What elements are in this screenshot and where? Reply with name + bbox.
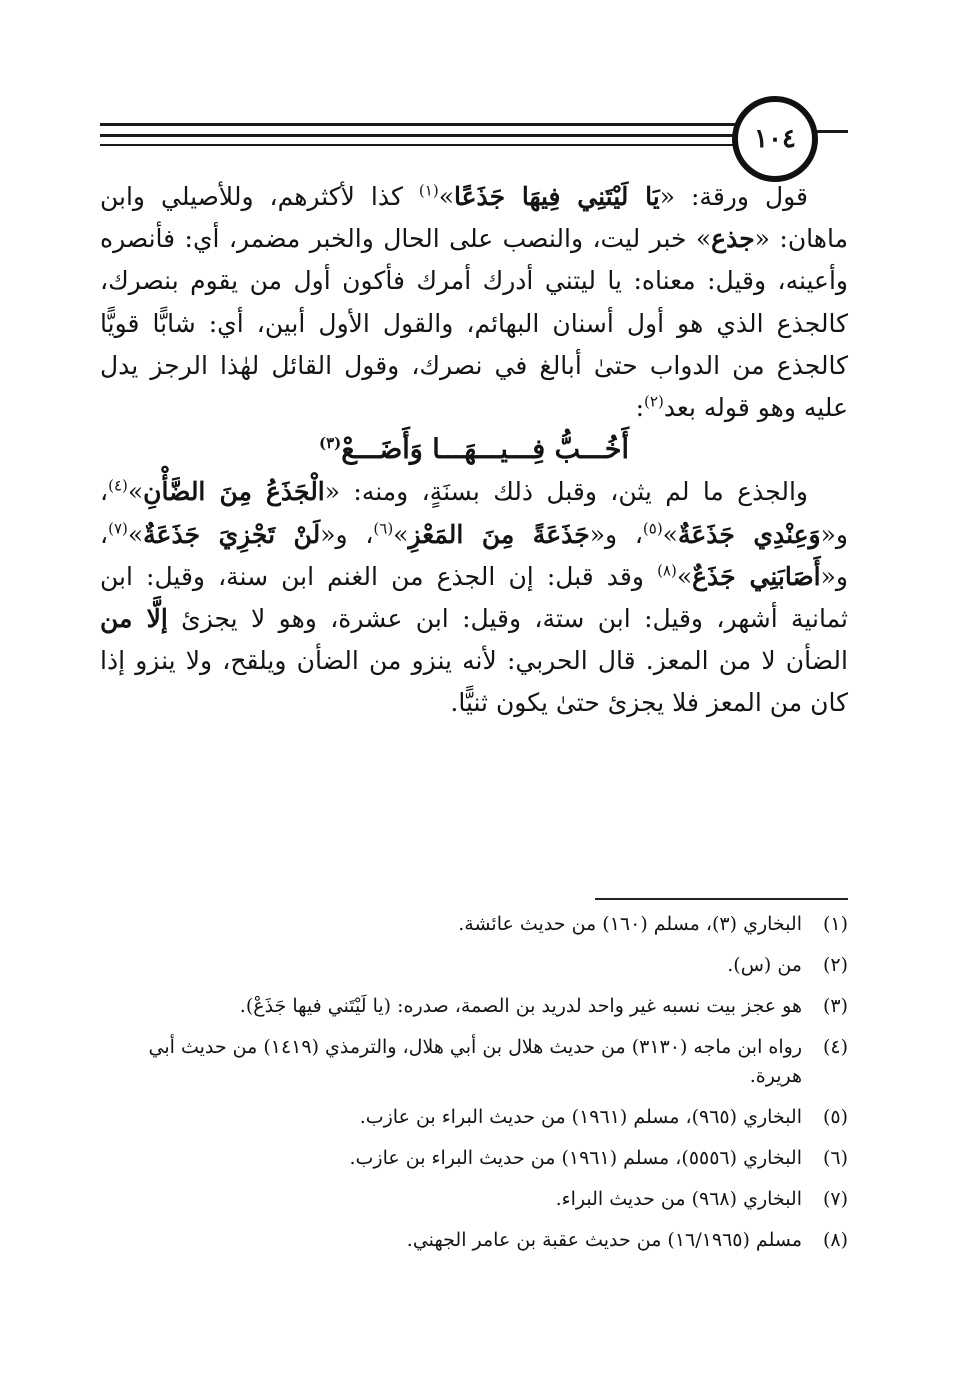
footnote-number: (٢): [822, 954, 848, 976]
footnote-ref: (٥): [642, 519, 663, 538]
text-run: »: [393, 519, 409, 549]
quoted-phrase: لَنْ تَجْزِيَ جَذَعَةٌ: [143, 519, 321, 549]
footnote-ref: (١): [418, 181, 439, 200]
verse-line: [100, 429, 848, 471]
footnote-item: [100, 1033, 848, 1091]
quoted-phrase: جَذَعَةً مِنَ المَعْزِ: [408, 519, 590, 549]
footnote-text: من (س).: [727, 954, 802, 976]
footnote-text: البخاري (٩٦٥)، مسلم (١٩٦١) من حديث البراء بن عازب.: [359, 1106, 802, 1128]
quoted-phrase: الْجَذَعُ مِنَ الضَّأْنِ: [143, 477, 325, 507]
text-run: ، و«: [589, 519, 643, 549]
footnote-number: (٤): [822, 1036, 848, 1058]
footnote-item: [100, 910, 848, 939]
text-run: »: [127, 519, 144, 549]
footnotes-list: [100, 910, 848, 1267]
footnote-text: البخاري (٥٥٥٦)، مسلم (١٩٦١) من حديث البراء بن عازب.: [349, 1147, 802, 1169]
text-run: »: [127, 477, 144, 507]
footnote-text: البخاري (٣)، مسلم (١٦٠) من حديث عائشة.: [458, 913, 802, 935]
footnote-item: [100, 1103, 848, 1132]
text-run: ، و«: [100, 477, 848, 549]
footnote-number: (٦): [822, 1147, 848, 1169]
quoted-phrase: جذع: [711, 224, 755, 254]
text-run: »: [676, 561, 693, 591]
page-number-badge: [732, 96, 818, 182]
footnote-ref: (٢): [644, 392, 664, 411]
footnote-item: [100, 951, 848, 980]
text-run: ، و«: [320, 519, 374, 549]
text-run: »: [438, 182, 454, 211]
footnote-item: [100, 1144, 848, 1173]
quoted-phrase: وَعِنْدِي جَذَعَةٌ: [677, 519, 821, 549]
text-run: كذا لأكثرهم، وللأصيلي وابن ماهان: «: [100, 182, 848, 254]
bold-phrase: إلَّا من: [100, 604, 168, 634]
paragraph-2: [100, 471, 848, 724]
footnote-text: هو عجز بيت نسبه غير واحد لدريد بن الصمة، صدره: (يا لَيْتَني فيها جَذَعْ).: [239, 995, 802, 1017]
footnote-ref: (٣): [319, 434, 342, 453]
footnote-number: (١): [822, 913, 848, 935]
quoted-phrase: أَصَابَنِي جَذَعٌ: [692, 561, 821, 591]
paragraph-1: [100, 176, 848, 429]
footnote-item: [100, 1185, 848, 1214]
quoted-phrase: يَا لَيْتَنِي فِيهَا جَذَعًا: [453, 182, 660, 211]
footnote-ref: (٤): [108, 477, 128, 496]
header-rule: [100, 134, 740, 137]
footnote-item: [100, 992, 848, 1021]
text-run: وقد قبل: إن الجذع من الغنم ابن سنة، وقيل: ابن ثمانية أشهر، وقيل: ابن ستة، وقيل: ابن عشرة، وهو لا يجزئ: [100, 561, 848, 634]
main-text: [100, 176, 848, 725]
text-run: والجذع ما لم يثن، وقبل ذلك بسنَةٍ، ومنه: «: [324, 477, 808, 507]
text-run: »: [662, 519, 678, 549]
footnote-ref: (٨): [657, 561, 677, 580]
header-rule: [100, 123, 740, 126]
footnote-ref: (٦): [373, 519, 394, 538]
footnote-text: مسلم (١٦/١٩٦٥) من حديث عقبة بن عامر الجهني.: [406, 1229, 802, 1251]
footnote-separator: [595, 898, 848, 900]
page-number: ١٠٤: [754, 124, 796, 154]
footnote-ref: (٧): [108, 519, 128, 538]
footnote-number: (٧): [822, 1188, 848, 1210]
footnote-item: [100, 1226, 848, 1255]
text-run: قول ورقة: «: [659, 182, 808, 211]
footnote-number: (٣): [822, 995, 848, 1017]
text-run: ، و«: [100, 519, 848, 591]
footnote-number: (٨): [822, 1229, 848, 1251]
text-run: :: [635, 393, 645, 423]
text-run: » خبر ليت، والنصب على الحال والخبر مضمر، أي: فأنصره وأعينه، وقيل: معناه: يا ليتني أدرك أمرك فأكون أول من يقوم بنصرك، كالجذع الذي هو أول أسنان البهائم، والقول الأول أبين، أي: شابًّا قويًّا كالجذع من الدواب حتىٰ أبالغ في نصرك، وقول القائل لهٰذا الرجز يدل عليه وهو قوله بعد: [100, 224, 848, 423]
footnote-number: (٥): [822, 1106, 848, 1128]
verse-text: أَخُـــبُّ فِـــيـــهَـــا وَأَضَـــعْ: [341, 434, 629, 466]
footnote-text: رواه ابن ماجه (٣١٣٠) من حديث هلال بن أبي هلال، والترمذي (١٤١٩) من حديث أبي هريرة.: [148, 1036, 802, 1087]
text-run: الضأن لا من المعز. قال الحربي: لأنه ينزو من الضأن ويلقح، ولا ينزو إذا كان من المعز فلا يجزئ حتىٰ يكون ثنيًّا.: [100, 646, 848, 718]
footnote-text: البخاري (٩٦٨) من حديث البراء.: [555, 1188, 802, 1210]
header-rule: [100, 144, 740, 146]
